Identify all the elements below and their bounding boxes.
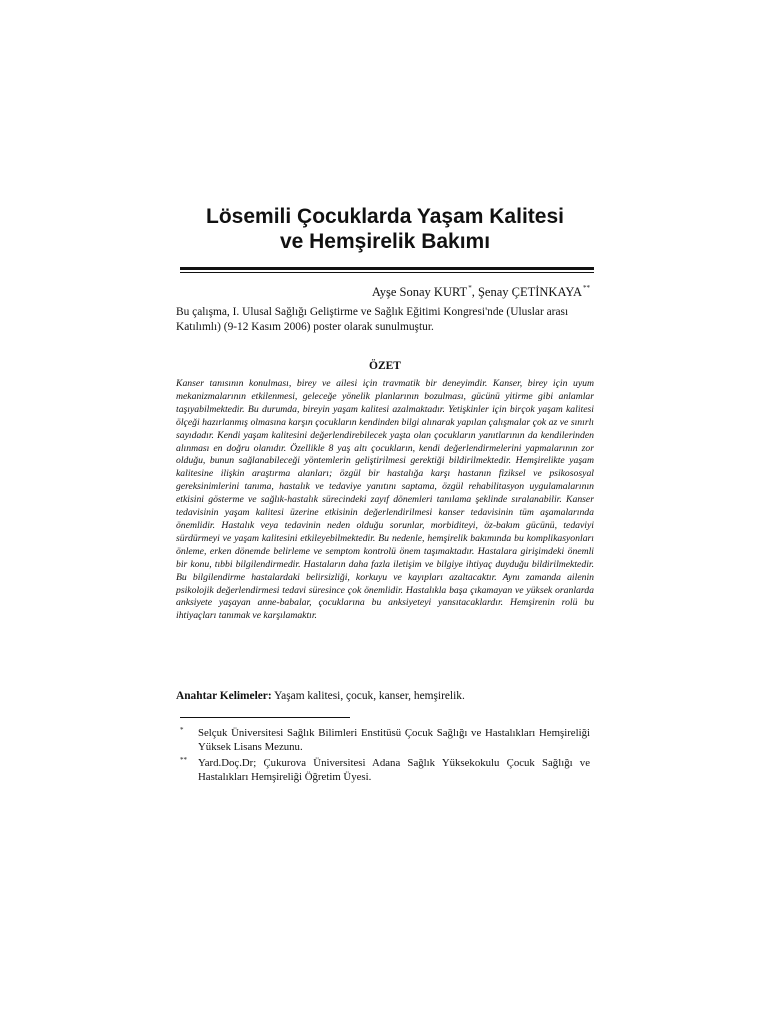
- author-2: Şenay ÇETİNKAYA: [477, 285, 582, 299]
- keywords-line: [176, 689, 594, 703]
- title-line-1: Lösemili Çocuklarda Yaşam Kalitesi: [206, 205, 564, 228]
- author-2-mark: **: [583, 284, 590, 292]
- presentation-note: Bu çalışma, I. Ulusal Sağlığı Geliştirme ve Sağlık Eğitimi Kongresi'nde (Uluslar arası Katılımlı) (9-12 Kasım 2006) poster olarak sunulmuştur.: [176, 306, 569, 333]
- footnote-rule: [180, 717, 350, 718]
- author-1: Ayşe Sonay KURT: [371, 285, 468, 299]
- footnote-1: [180, 726, 590, 754]
- keywords-label: Anahtar Kelimeler:: [176, 690, 272, 702]
- author-separator: ,: [471, 285, 478, 299]
- abstract-text: Kanser tanısının konulması, birey ve ailesi için travmatik bir deneyimdir. Kanser, birey için uyum mekanizmalarının etkilenmesi, geleceğe yönelik planlarının bozulması, gücünü yitirme gibi anlamlar taşıyabilmektedir. Bu durumda, bireyin yaşam kalitesi azalmaktadır. Yetişkinler için birçok yaşam kalitesi ölçeği hazırlanmış olmasına karşın çocukların kendinden bilgi alınarak yapılan çalışmalar çok az ve sınırlı sayıdadır. Kendi yaşam kalitesini değerlendirebilecek yaşta olan çocukların yanıtlarının da kendilerinden alınması en doğru olanıdır. Özellikle 8 yaş altı çocukların, kendi değerlendirmelerini yapmalarının zor olduğu, bunun sağlanabileceği yöntemlerin geliştirilmesi gerektiği bildirilmektedir. Hemşirelikte yaşam kalitesine ilişkin araştırma alanları; özgül bir hastalığa karşı hastanın fiziksel ve psikososyal gereksinimlerini tanıma, hastalık ve tedaviye yanıtını saptama, özgül rehabilitasyon uygulamalarının etkisini gösterme ve sağlık-hastalık sürecindeki zayıf dönemleri tanılama şeklinde sıralanabilir. Kanser tedavisinin yaşam kalitesi üzerine etkisinin değerlendirilmesi kanser tedavisinin tüm aşamalarında önemlidir. Hastalık veya tedavinin neden olduğu sorunlar, morbiditeyi, öz-bakım gücünü, tedaviyi sürdürmeyi ve yaşam kalitesini etkileyebilmektedir. Bu nedenle, hemşirelik bakımında bu komplikasyonları önleme, erken dönemde belirleme ve semptom kontrolü önem taşımaktadır. Hastalara girişimdeki önemli bir konu, tıbbi bilgilendirmedir. Hastaların daha fazla iletişim ve bilgiye ihtiyaç duyduğu bildirilmektedir. Bu bilgilendirme hastalardaki belirsizliği, korkuyu ve kayıpları azaltacaktır. Aynı zamanda ailenin psikolojik değerlendirmesi tedavi süresince çok önemlidir. Hastalıkla başa çıkamayan ve yüksek oranlarda anksiyete yaşayan anne-babalar, çocuklarına bu anksiyeteyi yansıtacaklardır. Hemşirenin rolü bu ihtiyaçları tanımak ve karşılamaktır.: [176, 378, 594, 622]
- keywords-text: Yaşam kalitesi, çocuk, kanser, hemşirelik.: [274, 690, 465, 702]
- footnote-2-mark: **: [180, 756, 187, 764]
- author-1-mark: *: [468, 284, 472, 292]
- title-rule-thin: [180, 272, 594, 273]
- paper-title: [176, 204, 594, 254]
- title-rule-thick: [180, 267, 594, 270]
- footnote-1-mark: *: [180, 726, 184, 734]
- author-line: [176, 280, 590, 300]
- footnote-1-text: Selçuk Üniversitesi Sağlık Bilimleri Enstitüsü Çocuk Sağlığı ve Hastalıkları Hemşireliği Yüksek Lisans Mezunu.: [198, 727, 590, 753]
- footnote-2-text: Yard.Doç.Dr; Çukurova Üniversitesi Adana Sağlık Yüksekokulu Çocuk Sağlığı ve Hastalıkları Hemşireliği Öğretim Üyesi.: [198, 757, 590, 783]
- abstract-heading: ÖZET: [369, 360, 401, 372]
- title-line-2: ve Hemşirelik Bakımı: [279, 230, 491, 253]
- paper-page: [176, 0, 594, 1024]
- footnote-2: [180, 756, 590, 784]
